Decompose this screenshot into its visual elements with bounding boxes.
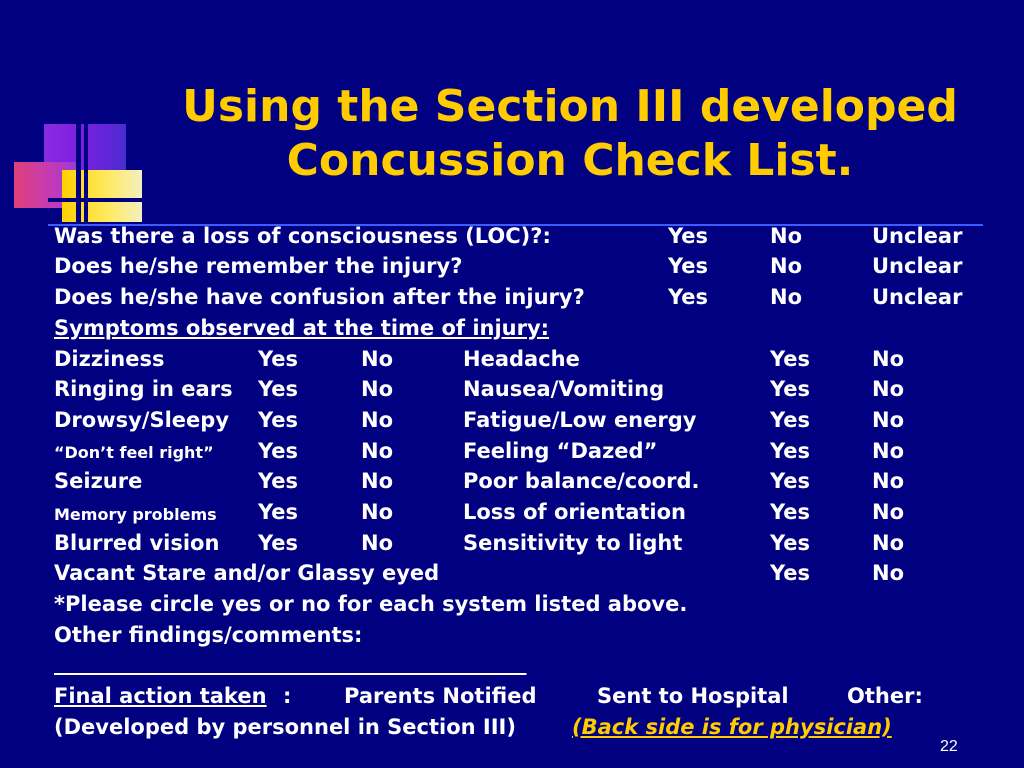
symptom-left: Blurred vision: [54, 531, 220, 555]
decor-divider: [48, 198, 144, 202]
answer-no: No: [872, 377, 905, 401]
answer-no: No: [872, 439, 905, 463]
final-action-colon: :: [283, 684, 292, 708]
answer-yes: Yes: [770, 561, 811, 585]
answer-no: No: [872, 561, 905, 585]
symptom-left: “Don’t feel right”: [54, 443, 214, 462]
option-other: Other:: [847, 684, 923, 708]
answer-no: No: [361, 500, 394, 524]
symptom-right: Headache: [463, 347, 580, 371]
answer-no: No: [872, 408, 905, 432]
decor-divider: [76, 120, 81, 226]
symptom-left: Seizure: [54, 469, 143, 493]
answer-no: No: [770, 224, 803, 248]
final-action-label: Final action taken: [54, 684, 267, 708]
answer-yes: Yes: [668, 285, 709, 309]
answer-no: No: [361, 469, 394, 493]
answer-yes: Yes: [770, 500, 811, 524]
answer-yes: Yes: [258, 469, 299, 493]
answer-no: No: [361, 531, 394, 555]
answer-yes: Yes: [258, 377, 299, 401]
answer-no: No: [361, 439, 394, 463]
answer-yes: Yes: [770, 347, 811, 371]
option-sent-to-hospital: Sent to Hospital: [597, 684, 789, 708]
developed-by-text: (Developed by personnel in Section III): [54, 715, 516, 739]
comments-blank-line: _____________________________________________: [54, 651, 527, 675]
answer-no: No: [770, 254, 803, 278]
symptom-left: Memory problems: [54, 505, 217, 524]
answer-no: No: [770, 285, 803, 309]
answer-no: No: [872, 469, 905, 493]
other-findings-label: Other findings/comments:: [54, 623, 363, 647]
answer-no: No: [361, 347, 394, 371]
symptoms-heading: Symptoms observed at the time of injury:: [54, 316, 550, 340]
answer-yes: Yes: [258, 531, 299, 555]
symptom-right: Loss of orientation: [463, 500, 686, 524]
answer-yes: Yes: [258, 439, 299, 463]
answer-yes: Yes: [258, 500, 299, 524]
back-side-note: (Back side is for physician): [572, 715, 892, 739]
symptom-right: Poor balance/coord.: [463, 469, 700, 493]
answer-yes: Yes: [668, 224, 709, 248]
question-text: Does he/she have confusion after the injury?: [54, 285, 585, 309]
symptom-right: Sensitivity to light: [463, 531, 683, 555]
answer-no: No: [872, 500, 905, 524]
symptom-right: Fatigue/Low energy: [463, 408, 697, 432]
answer-unclear: Unclear: [872, 254, 963, 278]
answer-no: No: [872, 347, 905, 371]
decor-square-yellow: [62, 170, 142, 222]
answer-unclear: Unclear: [872, 224, 963, 248]
answer-yes: Yes: [258, 347, 299, 371]
symptom-left: Vacant Stare and/or Glassy eyed: [54, 561, 440, 585]
symptom-left: Drowsy/Sleepy: [54, 408, 230, 432]
answer-yes: Yes: [770, 469, 811, 493]
page-number: 22: [940, 738, 958, 755]
symptom-right: Nausea/Vomiting: [463, 377, 665, 401]
symptom-left: Dizziness: [54, 347, 165, 371]
answer-no: No: [361, 408, 394, 432]
answer-yes: Yes: [668, 254, 709, 278]
answer-yes: Yes: [770, 531, 811, 555]
answer-yes: Yes: [770, 408, 811, 432]
answer-yes: Yes: [770, 377, 811, 401]
answer-yes: Yes: [258, 408, 299, 432]
option-parents-notified: Parents Notified: [344, 684, 537, 708]
answer-unclear: Unclear: [872, 285, 963, 309]
slide-title: Using the Section III developed Concussion Check List.: [182, 81, 958, 186]
answer-no: No: [361, 377, 394, 401]
decor-divider: [84, 120, 88, 226]
instruction-text: *Please circle yes or no for each system listed above.: [54, 592, 688, 616]
question-text: Was there a loss of consciousness (LOC)?:: [54, 224, 551, 248]
symptom-right: Feeling “Dazed”: [463, 439, 658, 463]
answer-yes: Yes: [770, 439, 811, 463]
answer-no: No: [872, 531, 905, 555]
question-text: Does he/she remember the injury?: [54, 254, 463, 278]
symptom-left: Ringing in ears: [54, 377, 233, 401]
